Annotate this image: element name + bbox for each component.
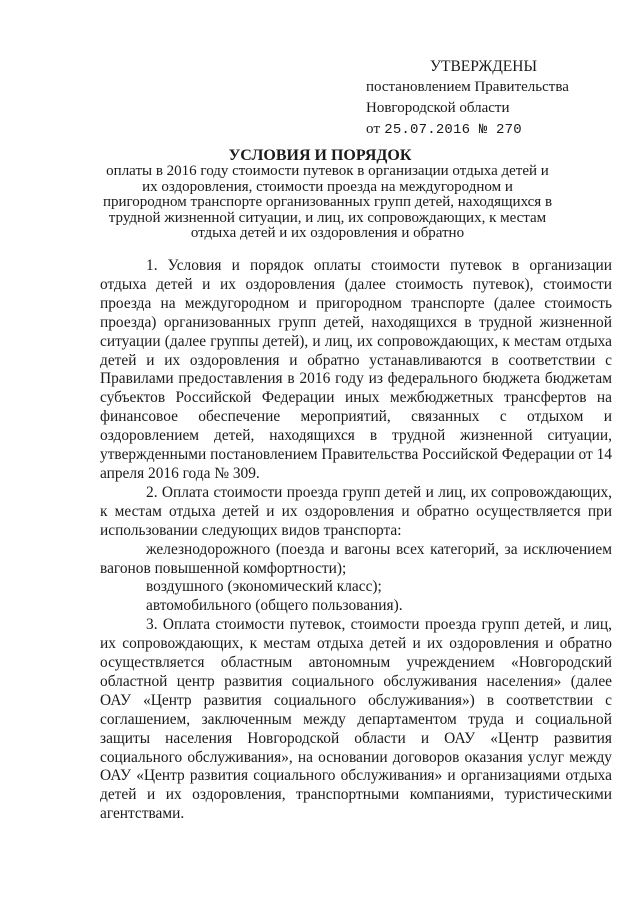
document-subtitle: оплаты в 2016 году стоимости путевок в организации отдыха детей и их оздоровления, стоимости проезда на междугородном и пригородном транспорте организованных групп детей, находящихся в трудной жизненной ситуации, и лиц, их сопровождающих, к местам отдыха детей и их оздоровления и обратно xyxy=(102,163,553,241)
paragraph-2: 2. Оплата стоимости проезда групп детей и лиц, их сопровождающих, к местам отдыха детей и их оздоровления и обратно осуществляется при использовании следующих видов транспорта: xyxy=(100,483,612,539)
approval-date-prefix: от xyxy=(366,121,381,137)
transport-item-air: воздушного (экономический класс); xyxy=(146,578,382,596)
document-body xyxy=(100,257,612,824)
paragraph-3: 3. Оплата стоимости путевок, стоимости проезда групп детей, и лиц, их сопровождающих, к местам отдыха детей и их оздоровления и обратно осуществляется областным автономным учреждением «Новгородский областной центр развития социального обслуживания населения» (далее ОАУ «Центр развития социального обслуживания») в соответствии с соглашением, заключенным между департаментом труда и социальной защиты населения Новгородской области и ОАУ «Центр развития социального обслуживания», на основании договоров оказания услуг между ОАУ «Центр развития социального обслуживания» и организациями отдыха детей и их оздоровления, транспортными компаниями, туристическими агентствами. xyxy=(100,616,612,823)
paragraph-1: 1. Условия и порядок оплаты стоимости путевок в организации отдыха детей и их оздоровления (далее стоимость путевок), стоимости проезда на междугородном и пригородном транспорте (далее стоимость проезда) организованных групп детей, находящихся в трудной жизненной ситуации (далее группы детей), и лиц, их сопровождающих, к местам отдыха детей и их оздоровления и обратно устанавливаются в соответствии с Правилами предоставления в 2016 году из федерального бюджета бюджетам субъектов Российской Федерации иных межбюджетных трансфертов на финансовое обеспечение мероприятий, связанных с отдыхом и оздоровлением детей, находящихся в трудной жизненной ситуации, утвержденными постановлением Правительства Российской Федерации от 14 апреля 2016 года № 309. xyxy=(100,257,612,482)
approval-date-value: 25.07.2016 № 270 xyxy=(384,122,522,138)
approval-heading: УТВЕРЖДЕНЫ xyxy=(430,58,537,75)
transport-item-road: автомобильного (общего пользования). xyxy=(146,597,403,615)
transport-item-rail: железнодорожного (поезда и вагоны всех категорий, за исключением вагонов повышенной комфортности); xyxy=(100,540,612,577)
approval-block xyxy=(366,56,616,141)
approval-date xyxy=(366,119,616,141)
approval-line-1: постановлением Правительства xyxy=(366,79,569,95)
approval-line-2: Новгородской области xyxy=(366,100,510,116)
document-title: УСЛОВИЯ И ПОРЯДОК xyxy=(228,147,412,164)
